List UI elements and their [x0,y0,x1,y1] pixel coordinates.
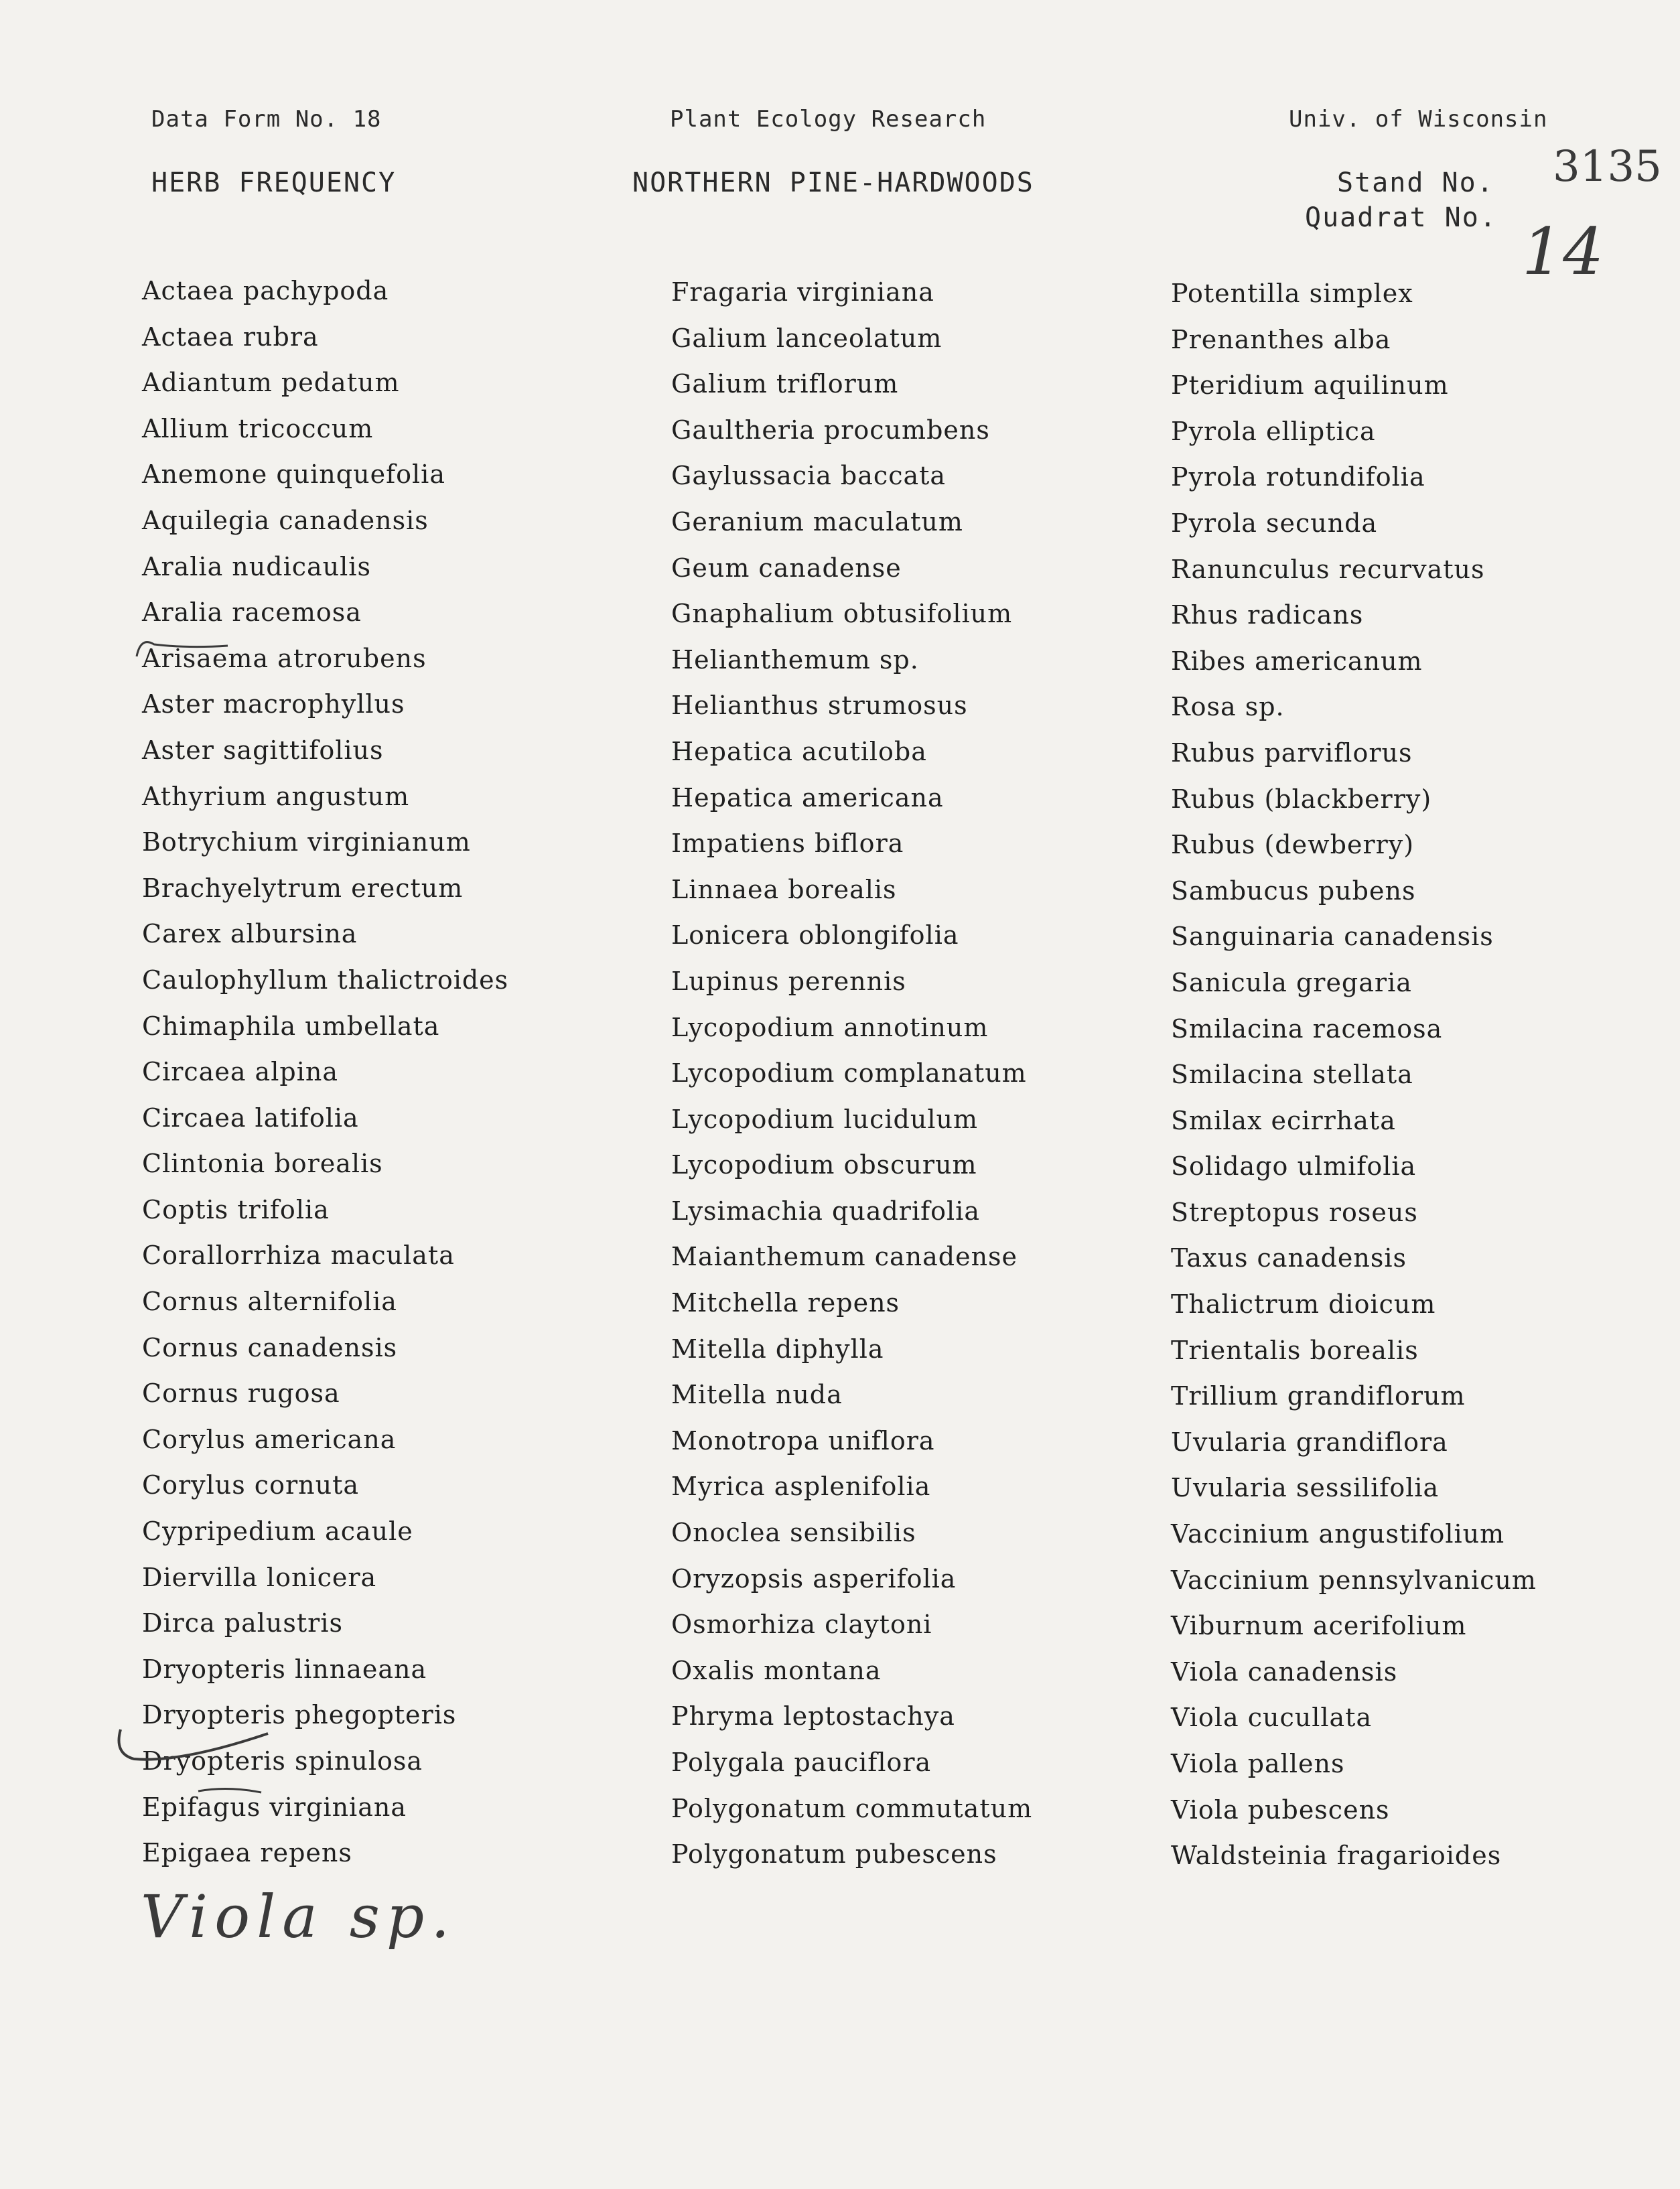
species-item: Onoclea sensibilis [671,1518,916,1548]
species-item: Circaea alpina [142,1057,338,1087]
stand-number-label: Stand No. [1337,167,1494,198]
species-item: Dryopteris linnaeana [142,1654,427,1684]
species-item: Fragaria virginiana [671,277,934,307]
species-item: Aralia nudicaulis [142,551,371,581]
species-item: Impatiens biflora [671,829,904,859]
species-item: Rhus radicans [1171,600,1364,630]
species-item: Viola cucullata [1171,1703,1373,1733]
species-item: Cornus rugosa [142,1379,340,1409]
species-item: Uvularia sessilifolia [1171,1473,1440,1503]
species-item: Maianthemum canadense [671,1242,1018,1272]
species-item: Epigaea repens [142,1838,352,1868]
quadrat-number-value: 14 [1522,214,1604,289]
species-item: Geum canadense [671,553,902,583]
species-item: Sanicula gregaria [1171,967,1412,997]
species-column-1 [142,268,508,1876]
species-item: Thalictrum dioicum [1171,1289,1436,1320]
species-item: Corylus americana [142,1424,397,1454]
species-item: Mitella diphylla [671,1334,884,1364]
species-item: Smilax ecirrhata [1171,1105,1396,1135]
species-item: Polygala pauciflora [671,1748,932,1777]
species-item: Chimaphila umbellata [142,1011,440,1041]
species-column-3 [1171,271,1537,1879]
species-item: Solidago ulmifolia [1171,1151,1417,1182]
species-item: Cypripedium acaule [142,1516,413,1547]
strike-mark-epifagus [194,1782,268,1802]
species-item: Taxus canadensis [1171,1243,1407,1273]
species-item: Rosa sp. [1171,692,1285,722]
species-item: Helianthemum sp. [671,644,919,675]
species-item: Phryma leptostachya [671,1701,955,1732]
species-item: Clintonia borealis [142,1149,383,1179]
species-item: Pyrola secunda [1171,508,1378,538]
species-item: Brachyelytrum erectum [142,873,464,903]
species-item: Cornus canadensis [142,1332,398,1362]
species-item: Linnaea borealis [671,874,897,904]
species-item: Allium tricoccum [142,413,374,443]
form-number: Data Form No. 18 [151,106,382,133]
species-item: Lycopodium complanatum [671,1058,1027,1088]
species-item: Ribes americanum [1171,646,1423,676]
species-item: Oryzopsis asperifolia [671,1563,957,1594]
species-item: Arisaema atrorubens [142,643,427,673]
species-item: Dryopteris spinulosa [142,1746,423,1776]
species-item: Pyrola rotundifolia [1171,462,1425,492]
species-item: Prenanthes alba [1171,324,1391,354]
species-item: Lycopodium obscurum [671,1150,977,1180]
species-item: Potentilla simplex [1171,279,1413,308]
species-item: Dirca palustris [142,1608,343,1638]
species-item: Pteridium aquilinum [1171,370,1449,401]
species-item: Aralia racemosa [142,597,362,628]
species-item: Trillium grandiflorum [1171,1381,1466,1411]
species-item: Lonicera oblongifolia [671,920,959,950]
species-item: Polygonatum pubescens [671,1839,997,1869]
species-item: Lycopodium annotinum [671,1012,989,1042]
species-item: Sanguinaria canadensis [1171,922,1494,952]
species-item: Cornus alternifolia [142,1287,397,1317]
species-item: Lysimachia quadrifolia [671,1196,981,1226]
check-mark-arisaema [127,630,261,670]
form-title: HERB FREQUENCY [151,167,397,198]
species-item: Trientalis borealis [1171,1335,1419,1365]
species-item: Adiantum pedatum [142,368,400,398]
species-item: Actaea pachypoda [142,276,389,305]
species-item: Rubus (blackberry) [1171,784,1432,814]
species-item: Rubus (dewberry) [1171,830,1415,860]
species-item: Smilacina stellata [1171,1060,1413,1090]
species-item: Myrica asplenifolia [671,1472,931,1502]
species-item: Vaccinium pennsylvanicum [1171,1565,1537,1595]
species-item: Coptis trifolia [142,1194,330,1224]
species-item: Caulophyllum thalictroides [142,965,509,995]
species-item: Helianthus strumosus [671,691,968,721]
species-item: Uvularia grandiflora [1171,1427,1448,1457]
species-item: Hepatica acutiloba [671,736,927,766]
species-item: Botrychium virginianum [142,827,471,857]
species-column-2 [671,269,1032,1878]
species-item: Carex albursina [142,919,358,949]
species-item: Oxalis montana [671,1655,882,1685]
species-item: Aster macrophyllus [142,689,405,719]
species-item: Viola pubescens [1171,1794,1390,1825]
species-item: Diervilla lonicera [142,1562,377,1592]
species-item: Aster sagittifolius [142,735,384,765]
species-item: Viburnum acerifolium [1171,1611,1467,1641]
species-item: Aquilegia canadensis [142,505,429,535]
quadrat-number-label: Quadrat No. [1305,202,1497,233]
species-item: Viola canadensis [1171,1656,1398,1687]
species-item: Mitella nuda [671,1380,843,1410]
species-item: Gnaphalium obtusifolium [671,599,1013,629]
university-name: Univ. of Wisconsin [1289,106,1548,133]
species-item: Ranunculus recurvatus [1171,554,1485,584]
species-item: Anemone quinquefolia [142,460,445,490]
species-item: Sambucus pubens [1171,875,1416,906]
species-item: Dryopteris phegopteris [142,1700,457,1730]
species-item: Polygonatum commutatum [671,1793,1033,1823]
species-item: Actaea rubra [142,322,319,352]
stand-number-value: 3135 [1553,142,1662,192]
species-item: Viola pallens [1171,1749,1345,1778]
species-item: Epifagus virginiana [142,1792,407,1822]
check-mark-dryopteris [107,1721,281,1775]
species-item: Corylus cornuta [142,1470,359,1500]
handwritten-note: Viola sp. [141,1882,457,1951]
species-item: Monotropa uniflora [671,1425,935,1456]
species-item: Waldsteinia fragarioides [1171,1841,1502,1871]
species-item: Osmorhiza claytoni [671,1610,932,1640]
species-item: Galium triflorum [671,369,899,399]
species-item: Gaylussacia baccata [671,461,947,491]
species-item: Circaea latifolia [142,1103,359,1133]
species-item: Rubus parviflorus [1171,737,1413,768]
species-item: Lycopodium lucidulum [671,1104,978,1134]
species-item: Geranium maculatum [671,506,963,537]
organization-name: Plant Ecology Research [670,106,987,133]
species-item: Pyrola elliptica [1171,416,1376,446]
species-item: Vaccinium angustifolium [1171,1519,1505,1549]
species-item: Hepatica americana [671,782,944,813]
species-item: Streptopus roseus [1171,1197,1418,1227]
species-item: Lupinus perennis [671,966,906,996]
community-title: NORTHERN PINE-HARDWOODS [632,167,1034,198]
species-item: Galium lanceolatum [671,323,942,353]
species-item: Corallorrhiza maculata [142,1241,455,1271]
species-item: Mitchella repens [671,1288,900,1318]
species-item: Athyrium angustum [142,781,410,811]
species-item: Gaultheria procumbens [671,415,990,445]
species-item: Smilacina racemosa [1171,1013,1443,1044]
